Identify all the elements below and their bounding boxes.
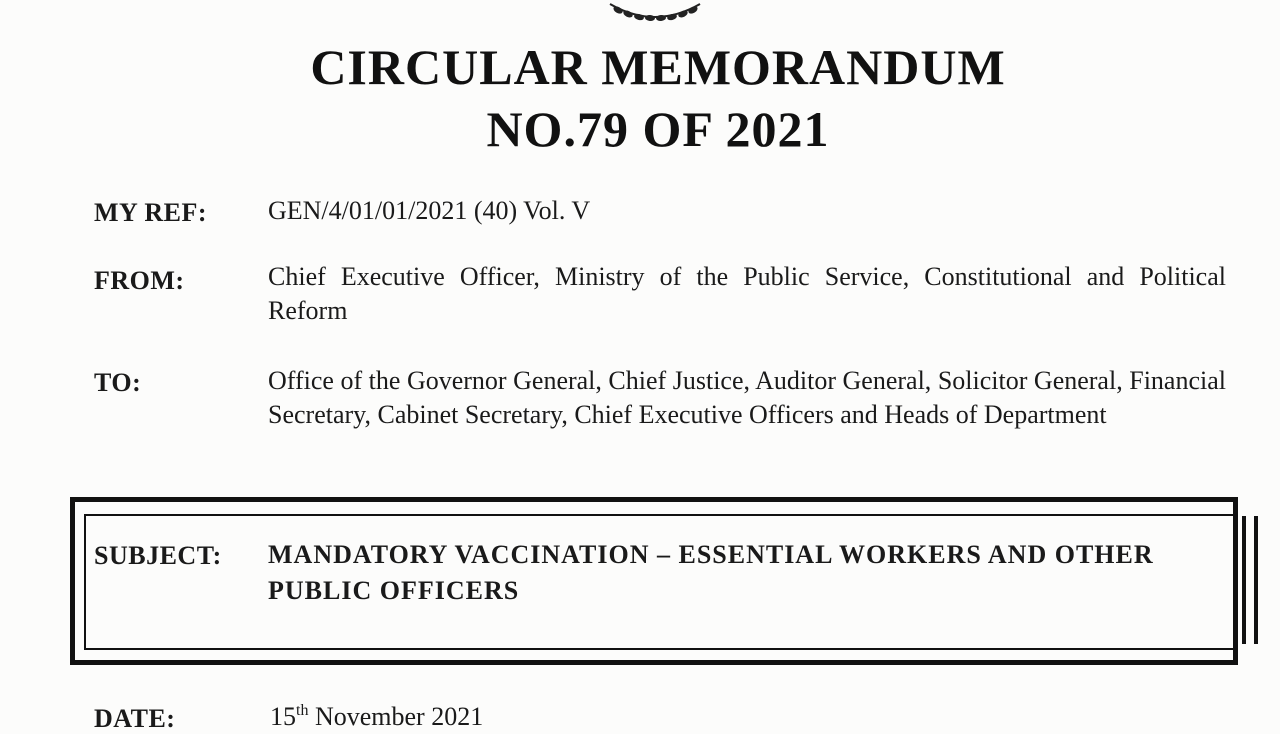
memo-title: CIRCULAR MEMORANDUM bbox=[310, 39, 1006, 95]
from-label: FROM: bbox=[94, 266, 185, 295]
date-rest: November 2021 bbox=[308, 702, 484, 731]
ref-label: MY REF: bbox=[94, 198, 208, 227]
date-ordinal: th bbox=[296, 702, 309, 719]
date-day: 15 bbox=[270, 702, 296, 731]
laurel-crest-icon bbox=[600, 0, 710, 24]
to-value: Office of the Governor General, Chief Justice, Auditor General, Solicitor General, Financial Secretary, Cabinet Secretary, Chief Executive Officers and Heads of Department bbox=[268, 366, 1226, 429]
from-value: Chief Executive Officer, Ministry of the Public Service, Constitutional and Political Reform bbox=[268, 262, 1226, 325]
frame-bar-left bbox=[1242, 516, 1246, 644]
subject-label: SUBJECT: bbox=[94, 541, 222, 570]
frame-bar-right bbox=[1254, 516, 1258, 644]
ref-value: GEN/4/01/01/2021 (40) Vol. V bbox=[268, 196, 591, 225]
to-label: TO: bbox=[94, 368, 142, 397]
subject-value: MANDATORY VACCINATION – ESSENTIAL WORKERS AND OTHER PUBLIC OFFICERS bbox=[268, 540, 1154, 605]
date-label: DATE: bbox=[94, 704, 176, 733]
date-value bbox=[270, 702, 483, 732]
memo-number: NO.79 OF 2021 bbox=[486, 101, 830, 157]
